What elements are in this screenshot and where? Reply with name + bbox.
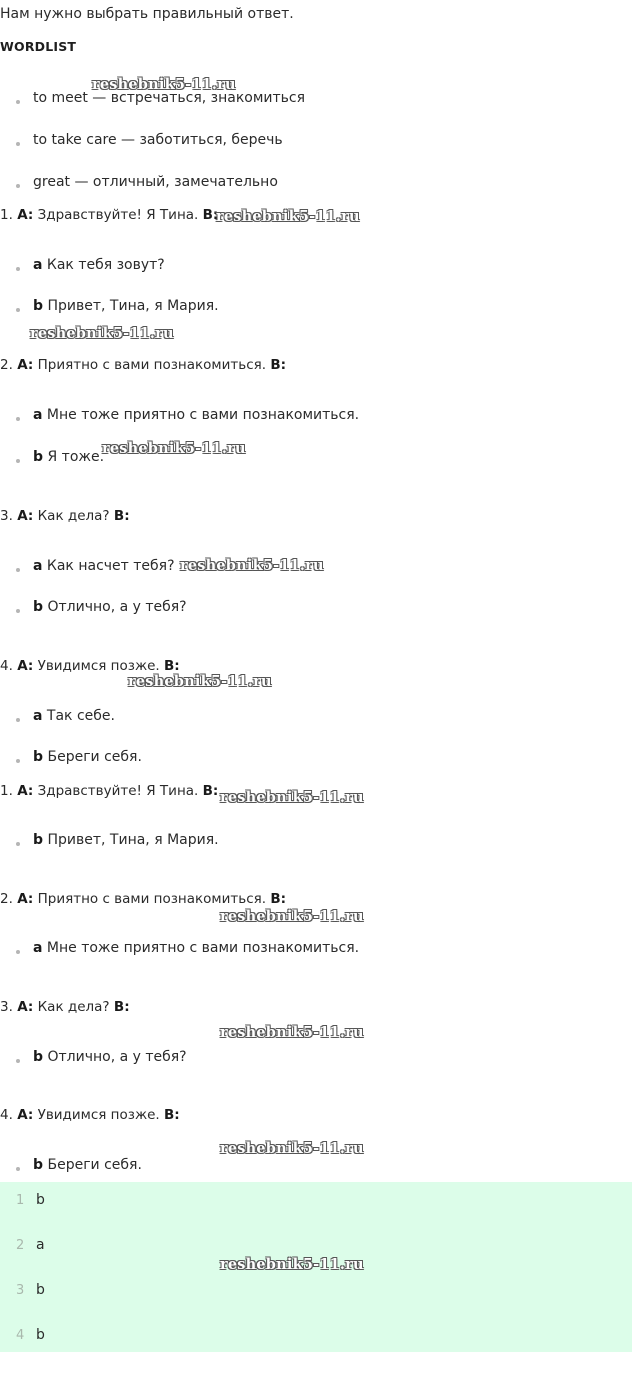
bullet-icon xyxy=(16,1059,20,1063)
bullet-icon xyxy=(16,459,20,463)
speaker-b-label: B: xyxy=(202,207,219,223)
answer-value: b xyxy=(36,1192,45,1208)
speaker-a-label: A: xyxy=(17,999,34,1015)
bullet-icon xyxy=(16,842,20,846)
question-number: 1. xyxy=(0,207,13,223)
question-text: Как дела? xyxy=(37,999,110,1015)
watermark: reshebnik5-11.ru xyxy=(102,440,246,457)
solution-answer: b Береги себя. xyxy=(33,1157,142,1173)
watermark: reshebnik5-11.ru xyxy=(180,557,324,574)
speaker-a-label: A: xyxy=(17,891,34,907)
bullet-icon xyxy=(16,950,20,954)
watermark: reshebnik5-11.ru xyxy=(220,1024,364,1041)
option-item: a Так себе. xyxy=(33,708,115,724)
solution-answer: b Привет, Тина, я Мария. xyxy=(33,832,219,848)
watermark: reshebnik5-11.ru xyxy=(220,908,364,925)
bullet-icon xyxy=(16,1167,20,1171)
bullet-icon xyxy=(16,417,20,421)
question-text: Как дела? xyxy=(37,508,110,524)
question-number: 4. xyxy=(0,1107,13,1123)
question-4 xyxy=(0,658,180,674)
bullet-icon xyxy=(16,308,20,312)
wordlist-heading: WORDLIST xyxy=(0,39,77,54)
watermark: reshebnik5-11.ru xyxy=(220,1256,364,1273)
speaker-b-label: B: xyxy=(164,1107,180,1123)
solution-answer: b Отлично, а у тебя? xyxy=(33,1049,187,1065)
option-item: b Береги себя. xyxy=(33,749,142,765)
question-text: Приятно с вами познакомиться. xyxy=(37,357,267,373)
question-3 xyxy=(0,508,130,524)
answer-value: a xyxy=(36,1237,45,1253)
speaker-a-label: A: xyxy=(17,658,34,674)
question-text: Здравствуйте! Я Тина. xyxy=(37,783,199,799)
option-item: b Отлично, а у тебя? xyxy=(33,599,187,615)
watermark: reshebnik5-11.ru xyxy=(92,76,236,93)
speaker-b-label: B: xyxy=(270,357,287,373)
question-number: 3. xyxy=(0,999,13,1015)
solution-4 xyxy=(0,1107,180,1123)
answer-number: 2 xyxy=(16,1238,25,1253)
speaker-b-label: B: xyxy=(164,658,180,674)
wordlist-item: great — отличный, замечательно xyxy=(33,174,278,190)
option-item: b Я тоже. xyxy=(33,449,105,465)
bullet-icon xyxy=(16,718,20,722)
bullet-icon xyxy=(16,267,20,271)
question-text: Здравствуйте! Я Тина. xyxy=(37,207,199,223)
speaker-a-label: A: xyxy=(17,207,34,223)
watermark: reshebnik5-11.ru xyxy=(128,673,272,690)
option-item: a Как тебя зовут? xyxy=(33,257,165,273)
answer-value: b xyxy=(36,1327,45,1343)
question-text: Увидимся позже. xyxy=(37,658,160,674)
wordlist-item: to take care — заботиться, беречь xyxy=(33,132,283,148)
wordlist-item: to meet — встречаться, знакомиться xyxy=(33,90,306,106)
speaker-b-label: B: xyxy=(202,783,219,799)
watermark: reshebnik5-11.ru xyxy=(220,1140,364,1157)
solution-answer: a Мне тоже приятно с вами познакомиться. xyxy=(33,940,360,956)
solution-3 xyxy=(0,999,130,1015)
bullet-icon xyxy=(16,609,20,613)
question-number: 1. xyxy=(0,783,13,799)
answer-number: 3 xyxy=(16,1283,25,1298)
question-number: 3. xyxy=(0,508,13,524)
speaker-a-label: A: xyxy=(17,508,34,524)
speaker-a-label: A: xyxy=(17,1107,34,1123)
speaker-a-label: A: xyxy=(17,357,34,373)
bullet-icon xyxy=(16,759,20,763)
question-number: 2. xyxy=(0,891,13,907)
watermark: reshebnik5-11.ru xyxy=(216,208,360,225)
bullet-icon xyxy=(16,100,20,104)
option-item: a Как насчет тебя? xyxy=(33,558,175,574)
bullet-icon xyxy=(16,184,20,188)
speaker-b-label: B: xyxy=(113,999,130,1015)
speaker-b-label: B: xyxy=(113,508,130,524)
intro-text: Нам нужно выбрать правильный ответ. xyxy=(0,6,294,22)
bullet-icon xyxy=(16,568,20,572)
question-number: 4. xyxy=(0,658,13,674)
option-item: a Мне тоже приятно с вами познакомиться. xyxy=(33,407,360,423)
solution-1 xyxy=(0,783,218,799)
answer-number: 1 xyxy=(16,1193,25,1208)
solution-2 xyxy=(0,891,286,907)
question-2 xyxy=(0,357,286,373)
bullet-icon xyxy=(16,142,20,146)
question-1 xyxy=(0,207,218,223)
speaker-a-label: A: xyxy=(17,783,34,799)
option-item: b Привет, Тина, я Мария. xyxy=(33,298,219,314)
answer-value: b xyxy=(36,1282,45,1298)
question-text: Приятно с вами познакомиться. xyxy=(37,891,267,907)
question-number: 2. xyxy=(0,357,13,373)
question-text: Увидимся позже. xyxy=(37,1107,160,1123)
speaker-b-label: B: xyxy=(270,891,287,907)
watermark: reshebnik5-11.ru xyxy=(30,325,174,342)
watermark: reshebnik5-11.ru xyxy=(220,789,364,806)
answer-number: 4 xyxy=(16,1328,25,1343)
